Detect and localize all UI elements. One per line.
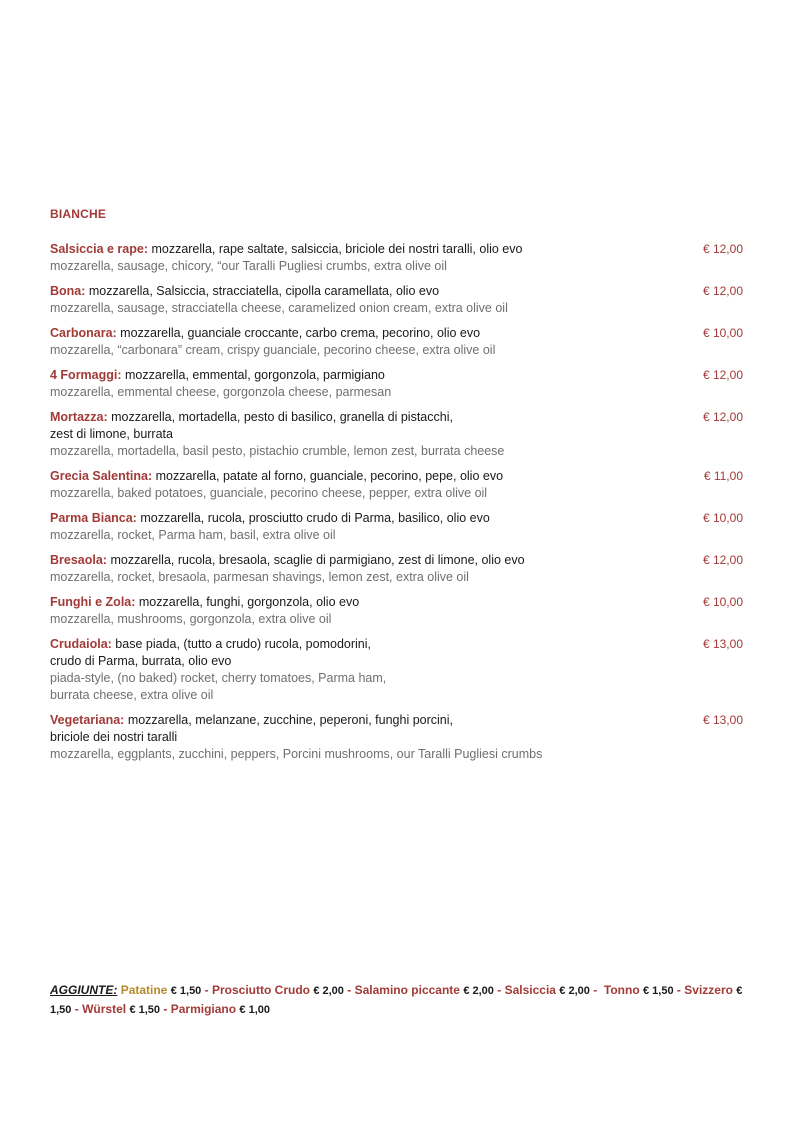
item-english-line: mozzarella, rocket, Parma ham, basil, extra olive oil	[50, 528, 336, 542]
addon-name: Prosciutto Crudo	[211, 983, 310, 997]
addon-separator: -	[71, 1002, 83, 1016]
menu-list	[50, 241, 743, 771]
menu-item	[50, 468, 743, 502]
item-ingredients: mozzarella, funghi, gorgonzola, olio evo	[135, 595, 360, 609]
addon-price: € 2,00	[463, 985, 494, 997]
addon-price: € 1,50	[129, 1004, 161, 1016]
item-italian-line	[50, 241, 743, 258]
menu-item	[50, 594, 743, 628]
item-ingredients: zest di limone, burrata	[50, 427, 173, 441]
item-price: € 10,00	[702, 595, 743, 609]
item-name: Salsiccia e rape:	[50, 242, 148, 256]
menu-item	[50, 712, 743, 763]
item-italian-line	[50, 653, 743, 670]
item-ingredients: mozzarella, Salsiccia, stracciatella, cipolla caramellata, olio evo	[85, 284, 440, 298]
item-italian-line	[50, 426, 743, 443]
item-name: Grecia Salentina:	[50, 469, 153, 483]
addon-separator: -	[201, 983, 212, 997]
addons-label: AGGIUNTE:	[50, 983, 118, 997]
item-price: € 10,00	[702, 326, 743, 340]
addon-name: Parmigiano	[170, 1002, 237, 1016]
menu-item	[50, 636, 743, 704]
item-ingredients: mozzarella, guanciale croccante, carbo crema, pecorino, olio evo	[116, 326, 481, 340]
item-italian-line	[50, 552, 743, 569]
item-name: Parma Bianca:	[50, 511, 137, 525]
addon-price: € 2,00	[313, 985, 344, 997]
addon-name: Patatine	[120, 983, 168, 997]
item-english-line: mozzarella, mushrooms, gorgonzola, extra olive oil	[50, 612, 332, 626]
addon-name: Salsiccia	[504, 983, 556, 997]
addons-footer	[50, 981, 743, 1019]
item-english-line: burrata cheese, extra olive oil	[50, 688, 214, 702]
item-name: Bona:	[50, 284, 86, 298]
item-name: Bresaola:	[50, 553, 107, 567]
item-ingredients: mozzarella, rucola, bresaola, scaglie di parmigiano, zest di limone, olio evo	[106, 553, 525, 567]
item-italian-line	[50, 468, 743, 485]
item-price: € 12,00	[702, 242, 743, 256]
item-italian-line	[50, 283, 743, 300]
item-ingredients: mozzarella, emmental, gorgonzola, parmigiano	[121, 368, 385, 382]
item-ingredients: mozzarella, patate al forno, guanciale, pecorino, pepe, olio evo	[152, 469, 504, 483]
addon-separator: -	[589, 983, 604, 997]
item-english-line: mozzarella, eggplants, zucchini, peppers, Porcini mushrooms, our Taralli Pugliesi crumbs	[50, 747, 543, 761]
item-price: € 12,00	[702, 553, 743, 567]
item-ingredients: base piada, (tutto a crudo) rucola, pomodorini,	[111, 637, 371, 651]
addon-price: € 1,50	[170, 985, 202, 997]
item-english-line: mozzarella, “carbonara” cream, crispy guanciale, pecorino cheese, extra olive oil	[50, 343, 496, 357]
item-price: € 12,00	[702, 410, 743, 424]
addon-separator: -	[160, 1002, 171, 1016]
addon-price: € 1,50	[643, 985, 674, 997]
addon-name: Svizzero	[684, 983, 733, 997]
item-price: € 11,00	[703, 469, 743, 483]
addon-separator: -	[493, 983, 505, 997]
addon-separator: -	[343, 983, 355, 997]
item-name: Funghi e Zola:	[50, 595, 136, 609]
menu-item	[50, 283, 743, 317]
addon-name: Würstel	[82, 1002, 127, 1016]
menu-item	[50, 552, 743, 586]
item-english-line: mozzarella, sausage, chicory, “our Taralli Pugliesi crumbs, extra olive oil	[50, 259, 447, 273]
item-ingredients: mozzarella, melanzane, zucchine, peperoni, funghi porcini,	[124, 713, 453, 727]
item-italian-line	[50, 367, 743, 384]
item-italian-line	[50, 712, 743, 729]
item-italian-line	[50, 325, 743, 342]
item-english-line: mozzarella, sausage, stracciatella cheese, caramelized onion cream, extra olive oil	[50, 301, 508, 315]
menu-item	[50, 409, 743, 460]
item-name: Crudaiola:	[50, 637, 112, 651]
menu-item	[50, 367, 743, 401]
item-italian-line	[50, 510, 743, 527]
item-italian-line	[50, 636, 743, 653]
addon-separator: -	[673, 983, 685, 997]
item-ingredients: mozzarella, rape saltate, salsiccia, briciole dei nostri taralli, olio evo	[147, 242, 523, 256]
item-price: € 10,00	[702, 511, 743, 525]
item-price: € 13,00	[702, 637, 743, 651]
item-name: Mortazza:	[50, 410, 108, 424]
item-name: Vegetariana:	[50, 713, 125, 727]
item-price: € 13,00	[702, 713, 743, 727]
item-italian-line	[50, 729, 743, 746]
menu-item	[50, 325, 743, 359]
addon-price: € 1,50	[50, 985, 743, 1016]
item-name: Carbonara:	[50, 326, 117, 340]
item-italian-line	[50, 594, 743, 611]
item-english-line: mozzarella, baked potatoes, guanciale, pecorino cheese, pepper, extra olive oil	[50, 486, 488, 500]
section-title: BIANCHE	[50, 207, 107, 221]
item-ingredients: mozzarella, rucola, prosciutto crudo di Parma, basilico, olio evo	[136, 511, 490, 525]
item-ingredients: mozzarella, mortadella, pesto di basilico, granella di pistacchi,	[107, 410, 453, 424]
menu-item	[50, 241, 743, 275]
item-english-line: piada-style, (no baked) rocket, cherry tomatoes, Parma ham,	[50, 671, 387, 685]
item-italian-line	[50, 409, 743, 426]
addon-price: € 2,00	[559, 985, 590, 997]
item-english-line: mozzarella, emmental cheese, gorgonzola cheese, parmesan	[50, 385, 392, 399]
item-price: € 12,00	[702, 368, 743, 382]
addon-name: Salamino piccante	[354, 983, 460, 997]
item-english-line: mozzarella, rocket, bresaola, parmesan shavings, lemon zest, extra olive oil	[50, 570, 469, 584]
addon-name: Tonno	[603, 983, 640, 997]
menu-item	[50, 510, 743, 544]
addon-price: € 1,00	[239, 1004, 271, 1016]
item-price: € 12,00	[702, 284, 743, 298]
item-english-line: mozzarella, mortadella, basil pesto, pistachio crumble, lemon zest, burrata cheese	[50, 444, 505, 458]
item-name: 4 Formaggi:	[50, 368, 122, 382]
item-ingredients: briciole dei nostri taralli	[50, 730, 178, 744]
item-ingredients: crudo di Parma, burrata, olio evo	[50, 654, 232, 668]
